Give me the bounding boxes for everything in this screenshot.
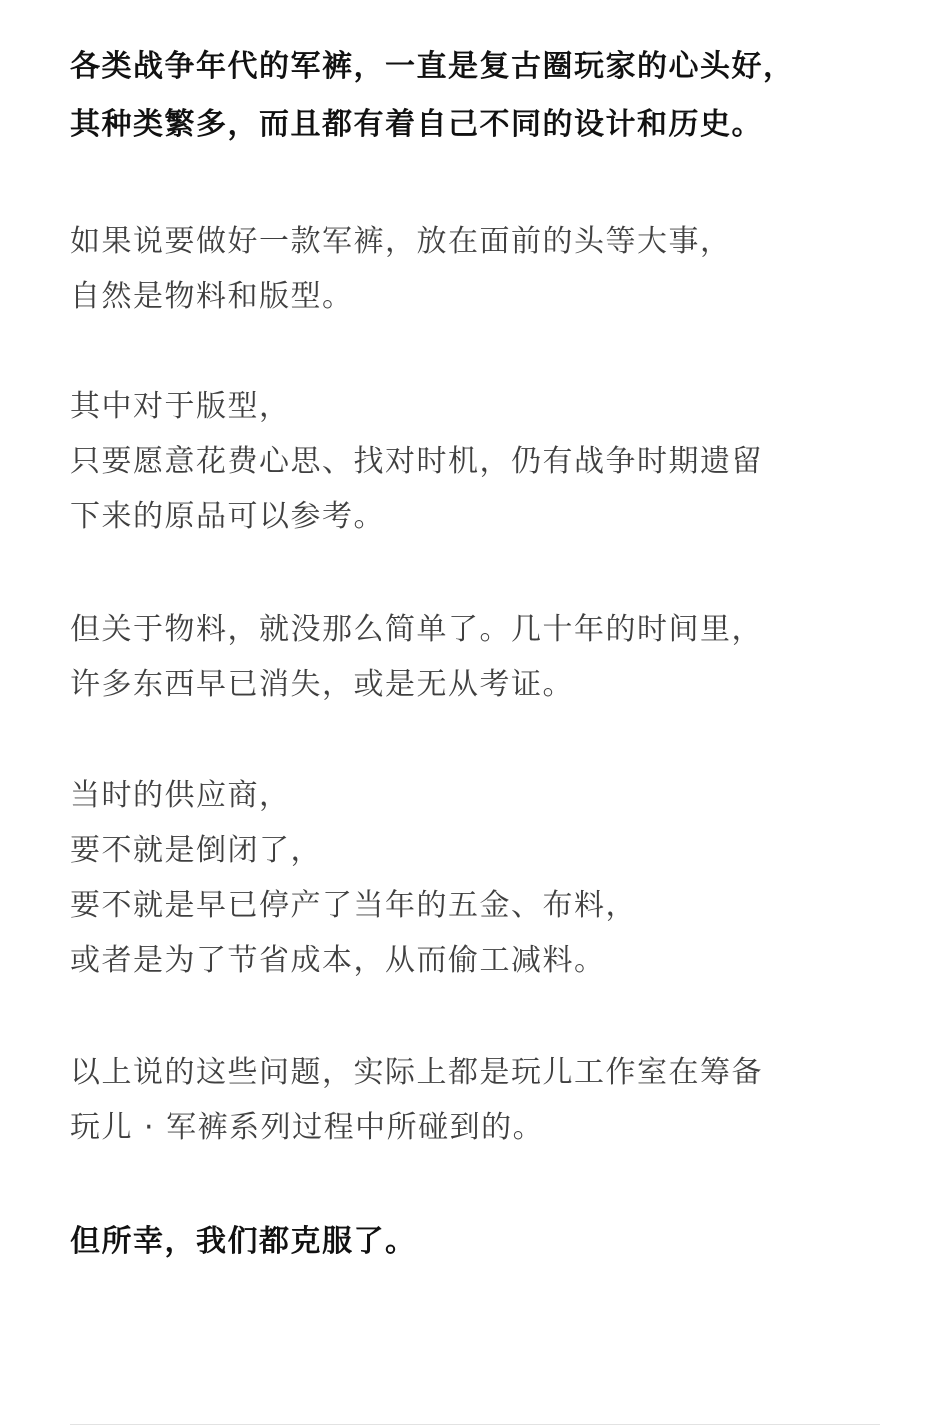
text-line: 要不就是早已停产了当年的五金、布料， bbox=[70, 888, 637, 923]
intro-paragraph bbox=[70, 38, 890, 154]
text-line: 但所幸，我们都克服了。 bbox=[70, 1224, 417, 1259]
paragraph-studio bbox=[70, 1045, 890, 1155]
text-line: 当时的供应商， bbox=[70, 778, 291, 813]
paragraph-materials-pattern bbox=[70, 214, 890, 324]
text-line: 以上说的这些问题，实际上都是玩儿工作室在筹备 bbox=[70, 1055, 763, 1090]
text-line: 但关于物料，就没那么简单了。几十年的时间里， bbox=[70, 612, 763, 647]
divider-line bbox=[70, 1424, 880, 1425]
paragraph-materials bbox=[70, 602, 890, 712]
conclusion-paragraph bbox=[70, 1213, 890, 1271]
text-line: 如果说要做好一款军裤，放在面前的头等大事， bbox=[70, 224, 732, 259]
paragraph-pattern bbox=[70, 379, 890, 544]
text-line: 自然是物料和版型。 bbox=[70, 279, 354, 314]
text-line: 各类战争年代的军裤，一直是复古圈玩家的心头好， bbox=[70, 49, 795, 84]
text-line: 其种类繁多，而且都有着自己不同的设计和历史。 bbox=[70, 107, 763, 142]
text-line: 下来的原品可以参考。 bbox=[70, 499, 385, 534]
text-line: 要不就是倒闭了， bbox=[70, 833, 322, 868]
paragraph-suppliers bbox=[70, 768, 890, 988]
text-line: 或者是为了节省成本，从而偷工减料。 bbox=[70, 943, 606, 978]
text-line: 玩儿 · 军裤系列过程中所碰到的。 bbox=[70, 1110, 545, 1145]
text-line: 其中对于版型， bbox=[70, 389, 291, 424]
text-line: 许多东西早已消失，或是无从考证。 bbox=[70, 667, 574, 702]
article-body bbox=[70, 38, 890, 1271]
text-line: 只要愿意花费心思、找对时机，仍有战争时期遗留 bbox=[70, 444, 763, 479]
